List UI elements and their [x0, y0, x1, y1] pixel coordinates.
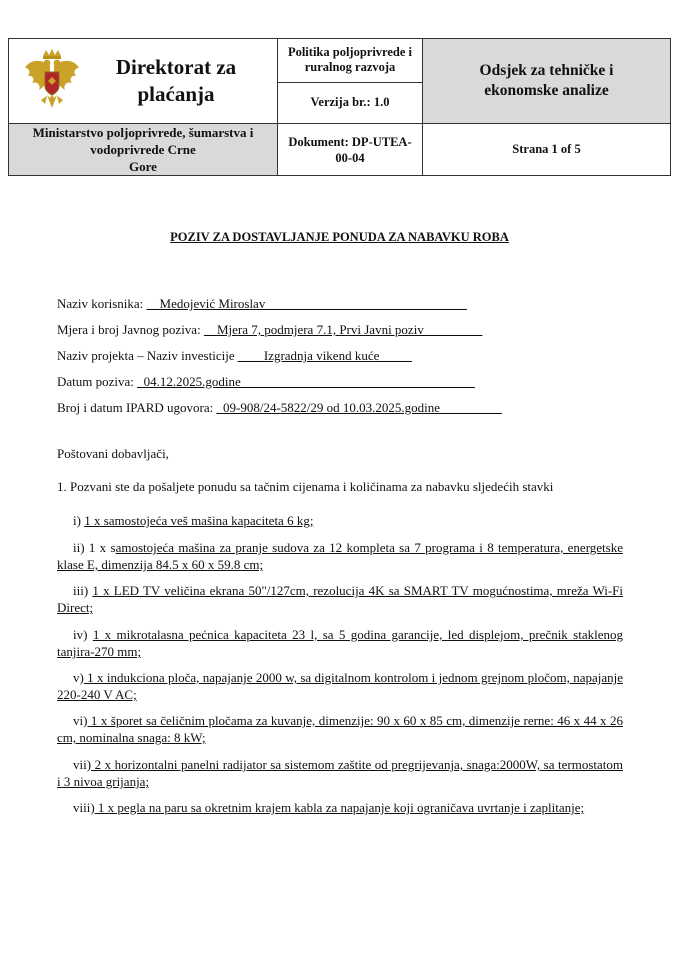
ministry-cell: Ministarstvo poljoprivrede, šumarstva i vodoprivrede Crne Gore — [9, 124, 278, 176]
policy-cell: Politika poljoprivrede i ruralnog razvoja — [278, 39, 423, 83]
field-beneficiary-name: Naziv korisnika: __Medojević Miroslav_______________________________ — [57, 296, 467, 311]
page-number-cell: Strana 1 of 5 — [423, 124, 671, 176]
list-item: iv) 1 x mikrotalasna pećnica kapaciteta 23 l, sa 5 godina garancije, led displejom, prečnik staklenog tanjira-270 mm; — [57, 627, 623, 659]
montenegro-coat-of-arms-icon — [12, 41, 92, 121]
field-call-date: Datum poziva: _04.12.2025.godine____________________________________ — [57, 374, 475, 389]
list-item: viii) 1 x pegla na paru sa okretnim krajem kabla za napajanje koji ograničava uvrtanje i zaplitanje; — [73, 800, 585, 815]
field-ipard-contract: Broj i datum IPARD ugovora: _09-908/24-5822/29 od 10.03.2025.godine _________ — [57, 400, 502, 415]
list-item: ii) 1 x samostojeća mašina za pranje sudova za 12 kompleta sa 7 programa i 8 temperatura, energetske klase E, dimenzija 84.5 x 60 x 59.8 cm; — [57, 540, 624, 572]
list-item: vi) 1 x šporet sa čeličnim pločama za kuvanje, dimenzije: 90 x 60 x 85 cm, dimenzije rerne: 46 x 44 x 26 cm, nominalna snaga: 8 kW; — [57, 713, 623, 745]
field-project-name: Naziv projekta – Naziv investicije ____Izgradnja vikend kuće_____ — [57, 348, 412, 363]
organization-name: Direktorat za plaćanja — [115, 55, 237, 106]
document-id-cell: Dokument: DP-UTEA- 00-04 — [278, 124, 423, 176]
list-item: i) 1 x samostojeća veš mašina kapaciteta 6 kg; — [73, 513, 314, 528]
document-header — [8, 38, 671, 176]
field-call-measure: Mjera i broj Javnog poziva: __Mjera 7, podmjera 7.1, Prvi Javni poziv_________ — [57, 322, 483, 337]
list-item: v) 1 x indukciona ploča, napajanje 2000 w, sa digitalnom kontrolom i jednom grejnom pločom, napajanje 220-240 V AC; — [57, 670, 623, 702]
version-cell: Verzija br.: 1.0 — [278, 82, 423, 124]
list-item: vii) 2 x horizontalni panelni radijator sa sistemom zaštite od pregrijevanja, snaga:2000W, sa termostatom i 3 nivoa grijanja; — [57, 757, 623, 789]
department-cell: Odsjek za tehničke i ekonomske analize — [423, 39, 671, 124]
intro-paragraph: 1. Pozvani ste da pošaljete ponudu sa tačnim cijenama i količinama za nabavku sljedećih stavki — [57, 479, 554, 494]
document-title: POZIV ZA DOSTAVLJANJE PONUDA ZA NABAVKU ROBA — [170, 230, 509, 244]
list-item: iii) 1 x LED TV veličina ekrana 50"/127cm, rezolucija 4K sa SMART TV mogućnostima, mreža Wi-Fi Direct; — [57, 583, 624, 615]
header-logo-cell — [9, 39, 278, 124]
greeting: Poštovani dobavljači, — [57, 446, 169, 461]
